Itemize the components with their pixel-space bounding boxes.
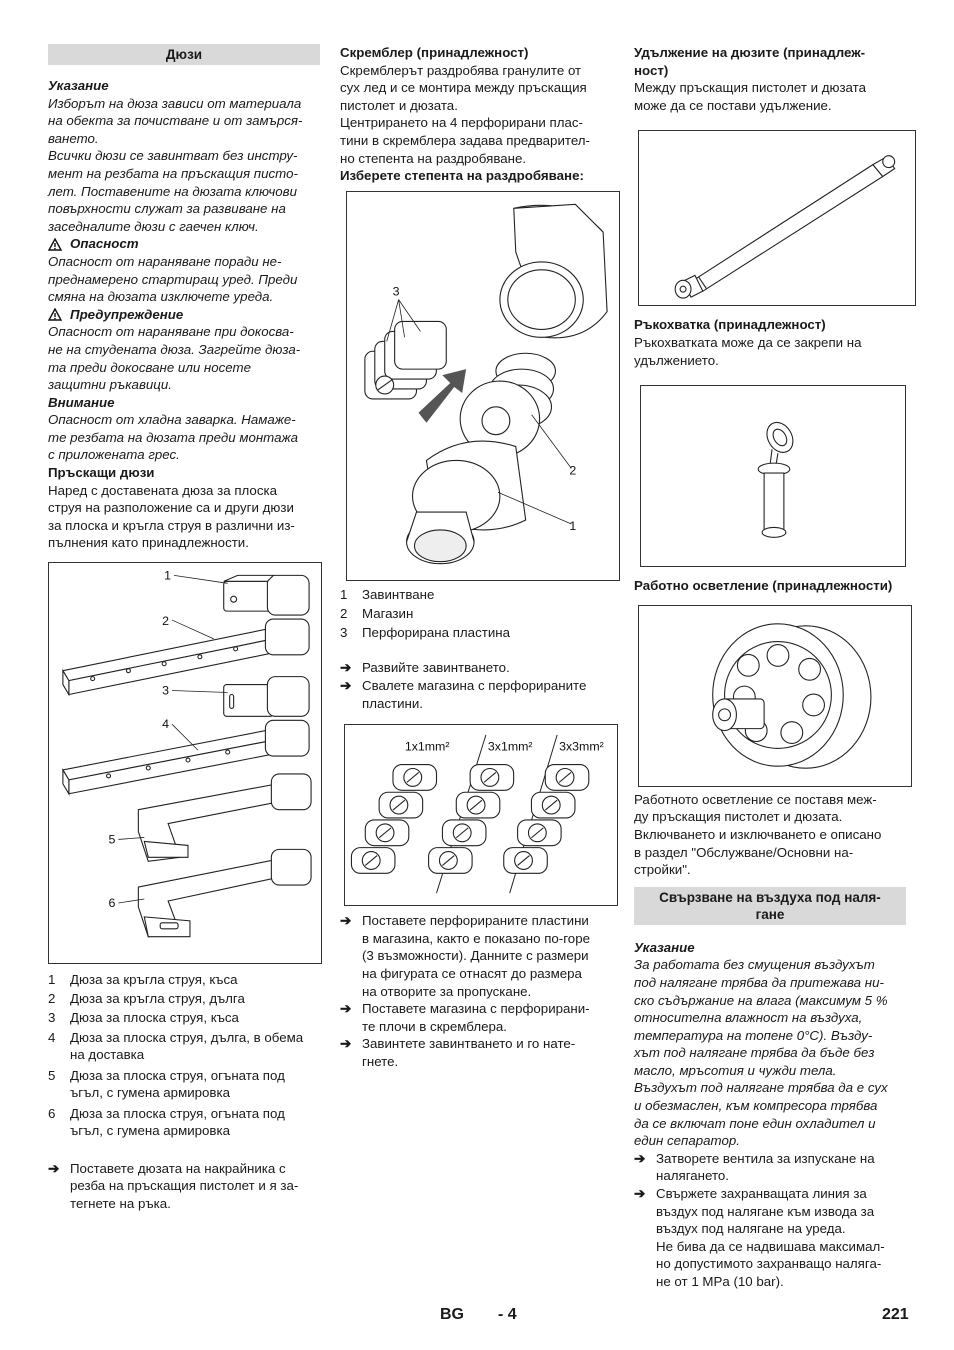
note-text: Изборът на дюза зависи от материала на обекта за почистване и от замърся- ването. Всички дюзи се завинтват без инстру- мент на резбата на пръскащия писто- лет. Поставените на дюзата ключови повърхности служат за развиване на заседналите дюзи с гаечен ключ.	[48, 95, 303, 234]
handle-title: Ръкохватка (принадлежност)	[634, 317, 826, 333]
scrambler-title: Скремблер (принадлежност)	[340, 45, 529, 60]
danger-title: Опасност	[70, 236, 139, 252]
page-number: 221	[882, 1306, 909, 1323]
extension-figure	[638, 130, 916, 306]
step-item: ➔ Поставете магазина с перфорирани- те плочи в скремблера.	[340, 1001, 590, 1034]
step-item: ➔ Поставете дюзата на накрайника с резба на пръскащия пистолет и я за- тегнете на ръка.	[48, 1160, 299, 1211]
arrow-right-icon: ➔	[340, 1036, 352, 1052]
local-page-number: - 4	[498, 1306, 517, 1323]
legend-item: 1 Дюза за кръгла струя, къса	[48, 972, 238, 988]
danger-text: Опасност от нараняване поради не- преднамерено стартиращ уред. Преди смяна на дюзата изключете уреда.	[48, 253, 298, 305]
arrow-right-icon: ➔	[634, 1186, 646, 1202]
warning-heading	[48, 306, 320, 324]
nozzles-figure	[48, 562, 322, 964]
arrow-right-icon: ➔	[340, 677, 352, 693]
fig-label-6: 6	[108, 895, 116, 910]
handle-text: Ръкохватката може да се закрепи на удължението.	[634, 334, 862, 368]
fig-label-3: 3	[162, 683, 170, 698]
fig-label-3: 3	[392, 284, 400, 299]
caution-text: Опасност от хладна заварка. Намаже- те резбата на дюзата преди монтажа с приложената грес.	[48, 412, 299, 463]
step-item: ➔ Затворете вентила за изпускане на налягането.	[634, 1150, 875, 1184]
fig-label-2: 2	[162, 614, 170, 629]
nozzles-title: Пръскащи дюзи	[48, 465, 155, 481]
caution-title: Внимание	[48, 394, 115, 410]
legend-item: 4 Дюза за плоска струя, дълга, в обема на доставка	[48, 1029, 304, 1063]
fig-label-2: 2	[569, 463, 577, 478]
note-title: Указание	[634, 939, 695, 955]
legend-item: 3 Перфорирана пластина	[340, 625, 510, 641]
legend-item: 6 Дюза за плоска струя, огъната под ъгъл, с гумена армировка	[48, 1105, 285, 1139]
page-footer	[0, 1306, 954, 1330]
handle-figure	[640, 385, 906, 567]
arrow-right-icon: ➔	[340, 660, 352, 676]
warning-title: Предупреждение	[70, 306, 184, 322]
column-left	[48, 44, 320, 1212]
nozzles-text: Наред с доставената дюза за плоска струя на разположение са и други дюзи за плоска и кръгла струя в различни из- пълнения като принадлежности.	[48, 482, 295, 551]
language-code: BG	[440, 1306, 464, 1323]
fig-label-4: 4	[162, 717, 170, 732]
section-title-nozzles: Дюзи	[48, 44, 320, 65]
column-right	[634, 44, 910, 1291]
arrow-right-icon: ➔	[340, 1001, 352, 1017]
legend-item: 2 Дюза за кръгла струя, дълга	[48, 991, 245, 1007]
legend-item: 1 Завинтване	[340, 586, 435, 602]
air-note-text: За работата без смущения въздухът под налягане трябва да притежава ни- ско съдържание на влага (максимум 5 % относителна влажност на въздуха, температура на топене 0°C). Възду- хът под налягане трябва да бъде без масло, мръсотия и чужди тела. Въздухът под налягане трябва да е сух и обезмаслен, към компресора трябва да се включат поне един охладител и един сепаратор.	[634, 957, 888, 1149]
step-item: ➔ Свалете магазина с перфорираните пластини.	[340, 677, 587, 711]
light-text: Работното осветление се поставя меж- ду пръскащия пистолет и дюзата. Включването и изключването е описано в раздел "Обслужване/Основни на- стройки".	[634, 791, 882, 878]
fig-label-1: 1	[569, 518, 577, 533]
fig-label-1: 1	[164, 568, 172, 583]
arrow-right-icon: ➔	[48, 1160, 60, 1176]
plate-label-1x1: 1x1mm²	[404, 739, 450, 754]
warning-text: Опасност от нараняване при докосва- не на студената дюза. Загрейте дюза- та преди докосване или носете защитни ръкавици.	[48, 324, 301, 393]
step-item: ➔ Свържете захранващата линия за въздух под налягане към извода за въздух под налягане на уреда. Не бива да се надвишава максимал- но допустимото захранващо наляга- не от 1 MPa (10 bar).	[634, 1186, 885, 1289]
fig-label-5: 5	[108, 832, 116, 847]
warning-triangle-icon	[48, 238, 62, 251]
step-item: ➔ Завинтете завинтването и го нате- гнете.	[340, 1036, 576, 1069]
extension-text: Между пръскащия пистолет и дюзата може да се постави удължение.	[634, 80, 866, 113]
plate-label-3x3: 3x3mm²	[559, 739, 604, 754]
light-title: Работно осветление (принадлежности)	[634, 578, 893, 594]
arrow-right-icon: ➔	[340, 913, 352, 929]
note-title: Указание	[48, 78, 109, 93]
plate-label-3x1: 3x1mm²	[487, 739, 533, 754]
nozzles-legend	[48, 970, 320, 1140]
arrow-right-icon: ➔	[634, 1150, 646, 1166]
step-item: ➔ Поставете перфорираните пластини в магазина, както е показано по-горе (3 възможности). Данните с размери на фигурата се отнасят до размера на отворите за пропускане.	[340, 913, 590, 999]
section-title-air: Свързване на въздуха под наля- гане	[634, 887, 906, 925]
legend-item: 5 Дюза за плоска струя, огъната под ъгъл, с гумена армировка	[48, 1067, 285, 1101]
scrambler-legend	[340, 585, 620, 643]
select-title: Изберете степента на раздробяване:	[340, 168, 584, 184]
column-middle	[340, 44, 620, 1070]
danger-heading	[48, 235, 320, 253]
warning-triangle-icon	[48, 308, 62, 321]
extension-title: Удължение на дюзите (принадлеж- ност)	[634, 45, 866, 78]
legend-item: 3 Дюза за плоска струя, къса	[48, 1010, 239, 1026]
legend-item: 2 Магазин	[340, 605, 414, 621]
scrambler-figure	[346, 191, 620, 581]
light-figure	[638, 605, 912, 787]
scrambler-text: Скремблерът раздробява гранулите от сух лед и се монтира между пръскащия пистолет и дюзата. Центрирането на 4 перфорирани плас- тини в скремблера задава предварител- но степента на раздробяване.	[340, 62, 590, 166]
plates-figure	[344, 724, 618, 906]
step-item: ➔ Развийте завинтването.	[340, 660, 510, 676]
